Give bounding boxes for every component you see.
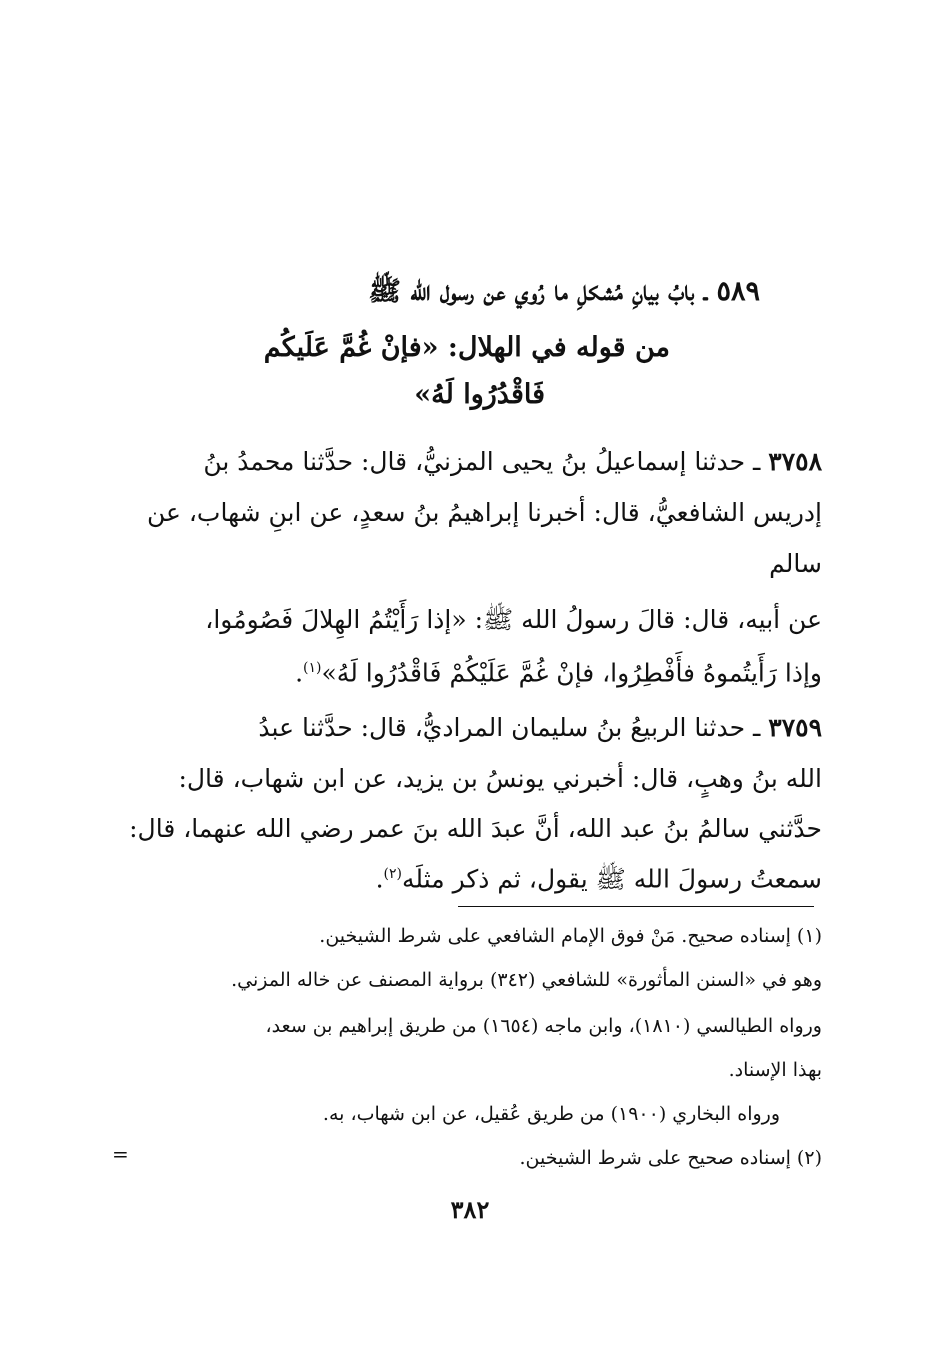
- hadith-3759-line-1: [112, 711, 822, 745]
- hadith-number: ٣٧٥٨: [768, 447, 822, 476]
- footnote-1-line-3: ورواه الطيالسي (١٨١٠)، وابن ماجه (١٦٥٤) من طريق إبراهيم بن سعد،: [265, 1015, 822, 1037]
- hadith-text: سمعتُ رسولَ الله ﷺ يقول، ثم ذكر مثلَه: [402, 864, 822, 894]
- hadith-3758-line-1: [112, 445, 822, 479]
- hadith-3759-line-4: [112, 857, 822, 896]
- hadith-3759-line-3: حدَّثني سالمُ بنُ عبد الله، أنَّ عبدَ الله بنَ عمر رضي الله عنهما، قال:: [129, 814, 822, 843]
- period: .: [375, 864, 384, 894]
- chapter-title-line-1: ٥٨٩ ـ بابُ بيانِ مُشكلِ ما رُوي عن رسول الله ﷺ: [368, 276, 760, 307]
- chapter-title-line-2: من قوله في الهلال: «فإنْ غُمَّ عَلَيكُم: [263, 332, 670, 363]
- hadith-text: وإذا رَأَيتُموهُ فأَفْطِرُوا، فإنْ غُمَّ عَلَيْكُمْ فَاقْدُرُوا لَهُ»: [321, 658, 822, 688]
- hadith-text: ـ حدثنا إسماعيلُ بنُ يحيى المزنيُّ، قال: حدَّثنا محمدُ بنُ: [203, 447, 761, 476]
- footnote-1-line-2: وهو في «السنن المأثورة» للشافعي (٣٤٢) برواية المصنف عن خاله المزني.: [231, 969, 822, 991]
- hadith-number: ٣٧٥٩: [768, 713, 822, 742]
- footnote-ref: (٢): [383, 866, 403, 882]
- period: .: [295, 658, 304, 688]
- hadith-3758-line-3: سالم: [769, 549, 822, 578]
- footnote-2-line-1: (٢) إسناده صحيح على شرط الشيخين.: [519, 1147, 822, 1169]
- chapter-title-line-3: فَاقْدُرُوا لَهُ»: [414, 379, 545, 410]
- footnote-ref: (١): [303, 660, 322, 676]
- page-number: ٣٨٢: [450, 1195, 490, 1224]
- footnote-1-line-4: بهذا الإسناد.: [728, 1059, 822, 1081]
- hadith-text: ـ حدثنا الربيعُ بنُ سليمان المراديُّ، قال: حدَّثنا عبدُ: [258, 713, 761, 742]
- footnote-1-line-5: ورواه البخاري (١٩٠٠) من طريق عُقيل، عن ابن شهاب، به.: [322, 1103, 780, 1125]
- hadith-3758-line-4: عن أبيه، قال: قالَ رسولُ الله ﷺ: «إذا رَأَيْتُمُ الهِلالَ فَصُومُوا،: [205, 605, 822, 634]
- continuation-mark: =: [112, 1142, 129, 1166]
- hadith-3758-line-2: إدريس الشافعيُّ، قال: أخبرنا إبراهيمُ بنُ سعدٍ، عن ابنِ شهاب، عن: [146, 498, 822, 527]
- hadith-3758-line-5: [112, 651, 822, 690]
- hadith-3759-line-2: الله بنُ وهبٍ، قال: أخبرني يونسُ بن يزيد، عن ابن شهاب، قال:: [178, 764, 822, 793]
- footnote-1-line-1: (١) إسناده صحيح. مَنْ فوق الإمام الشافعي على شرط الشيخين.: [319, 925, 822, 947]
- footnote-divider: [458, 906, 814, 907]
